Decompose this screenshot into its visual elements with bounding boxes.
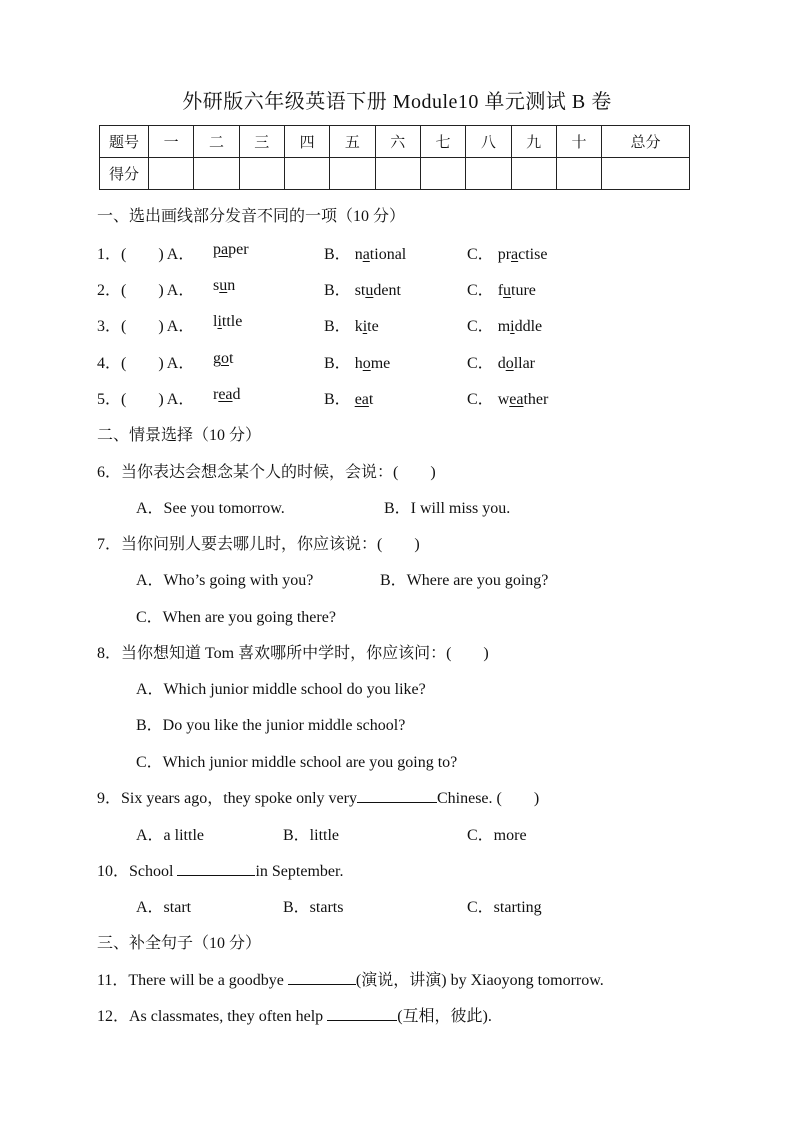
option-c[interactable]: C． future xyxy=(467,282,536,299)
question-number: 4．( ) A． xyxy=(97,355,195,372)
option-b[interactable]: B． eat xyxy=(324,391,374,408)
score-table-header-row xyxy=(100,126,690,158)
question-7-option-c[interactable]: C．When are you going there? xyxy=(136,609,336,626)
option-b[interactable]: B． kite xyxy=(324,318,379,335)
question-8-stem: 8．当你想知道 Tom 喜欢哪所中学时，你应该问：( ) xyxy=(97,645,489,662)
score-input-cell[interactable] xyxy=(239,158,284,190)
option-a[interactable]: paper xyxy=(213,241,249,258)
question-9-option-b[interactable]: B．little xyxy=(283,827,340,844)
score-cell: 十 xyxy=(556,126,601,158)
score-input-cell[interactable] xyxy=(194,158,239,190)
question-number: 5．( ) A． xyxy=(97,391,195,408)
answer-blank[interactable] xyxy=(288,970,356,985)
score-cell: 五 xyxy=(330,126,375,158)
score-cell: 四 xyxy=(284,126,329,158)
score-cell: 题号 xyxy=(100,126,149,158)
question-12: 12．As classmates, they often help (互相，彼此). xyxy=(97,1008,492,1025)
question-9-option-c[interactable]: C．more xyxy=(467,827,527,844)
score-table xyxy=(99,125,690,190)
option-c[interactable]: C． dollar xyxy=(467,355,536,372)
question-8-option-b[interactable]: B．Do you like the junior middle school? xyxy=(136,717,406,734)
score-table-score-row xyxy=(100,158,690,190)
score-input-cell[interactable] xyxy=(330,158,375,190)
page-title: 外研版六年级英语下册 Module10 单元测试 B 卷 xyxy=(182,91,612,113)
question-8-option-a[interactable]: A．Which junior middle school do you like? xyxy=(136,681,426,698)
question-7-stem: 7．当你问别人要去哪儿时，你应该说：( ) xyxy=(97,536,420,553)
option-a[interactable]: sun xyxy=(213,277,236,294)
score-cell: 七 xyxy=(420,126,465,158)
question-number: 3．( ) A． xyxy=(97,318,195,335)
answer-blank[interactable] xyxy=(327,1006,397,1021)
option-b[interactable]: B． home xyxy=(324,355,391,372)
score-cell: 九 xyxy=(511,126,556,158)
option-c[interactable]: C． middle xyxy=(467,318,543,335)
question-10-option-b[interactable]: B．starts xyxy=(283,899,344,916)
question-number: 2．( ) A． xyxy=(97,282,195,299)
question-10-stem: 10．School in September. xyxy=(97,863,344,880)
question-9-stem: 9．Six years ago，they spoke only very Chinese. ( ) xyxy=(97,790,540,807)
question-11: 11．There will be a goodbye (演说，讲演) by Xiaoyong tomorrow. xyxy=(97,972,604,989)
option-a[interactable]: read xyxy=(213,386,241,403)
score-cell: 一 xyxy=(149,126,194,158)
score-cell: 六 xyxy=(375,126,420,158)
option-a[interactable]: got xyxy=(213,350,234,367)
score-input-cell[interactable] xyxy=(556,158,601,190)
answer-blank[interactable] xyxy=(177,861,255,876)
question-number: 1．( ) A． xyxy=(97,246,195,263)
score-input-cell[interactable] xyxy=(284,158,329,190)
question-7-option-a[interactable]: A．Who’s going with you? xyxy=(136,572,314,589)
score-input-cell[interactable] xyxy=(149,158,194,190)
question-6-option-b[interactable]: B．I will miss you. xyxy=(384,500,511,517)
score-cell: 得分 xyxy=(100,158,149,190)
score-input-cell[interactable] xyxy=(420,158,465,190)
option-a[interactable]: little xyxy=(213,313,243,330)
section2-heading: 二、情景选择（10 分） xyxy=(97,427,262,444)
question-10-option-c[interactable]: C．starting xyxy=(467,899,542,916)
section1-heading: 一、选出画线部分发音不同的一项（10 分） xyxy=(97,208,406,225)
question-7-option-b[interactable]: B．Where are you going? xyxy=(380,572,549,589)
score-cell: 二 xyxy=(194,126,239,158)
score-input-cell[interactable] xyxy=(602,158,690,190)
section3-heading: 三、补全句子（10 分） xyxy=(97,935,262,952)
score-cell: 三 xyxy=(239,126,284,158)
option-b[interactable]: B． student xyxy=(324,282,401,299)
answer-blank[interactable] xyxy=(357,788,437,803)
option-b[interactable]: B． national xyxy=(324,246,407,263)
question-8-option-c[interactable]: C．Which junior middle school are you going to? xyxy=(136,754,458,771)
score-input-cell[interactable] xyxy=(511,158,556,190)
question-9-option-a[interactable]: A．a little xyxy=(136,827,204,844)
score-input-cell[interactable] xyxy=(466,158,511,190)
option-c[interactable]: C． practise xyxy=(467,246,548,263)
score-cell: 八 xyxy=(466,126,511,158)
score-cell: 总分 xyxy=(602,126,690,158)
question-10-option-a[interactable]: A．start xyxy=(136,899,192,916)
option-c[interactable]: C． weather xyxy=(467,391,549,408)
question-6-stem: 6．当你表达会想念某个人的时候，会说：( ) xyxy=(97,464,436,481)
question-6-option-a[interactable]: A．See you tomorrow. xyxy=(136,500,285,517)
score-input-cell[interactable] xyxy=(375,158,420,190)
